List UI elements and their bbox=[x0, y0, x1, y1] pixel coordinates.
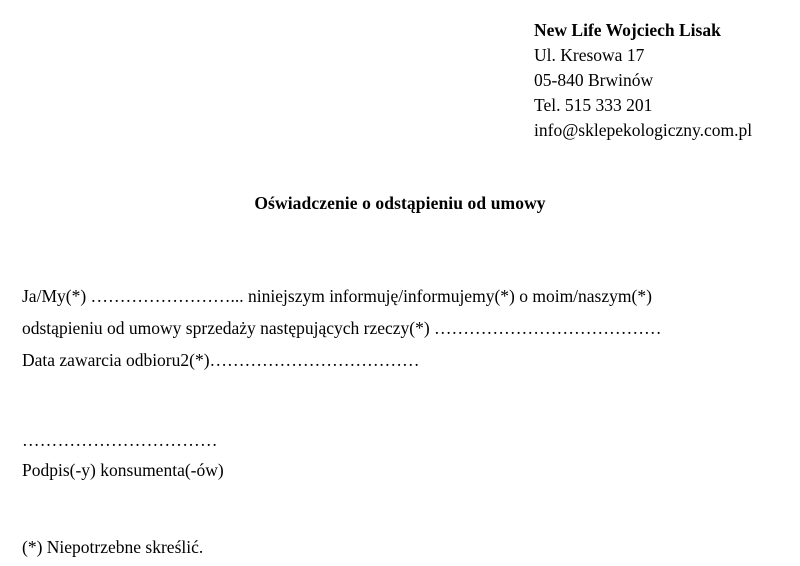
letterhead-block bbox=[534, 18, 790, 143]
body-line-3: Data zawarcia odbioru2(*)……………………………… bbox=[22, 350, 420, 370]
signature-block bbox=[22, 425, 522, 485]
company-email: info@sklepekologiczny.com.pl bbox=[534, 120, 753, 140]
signature-label: Podpis(-y) konsumenta(-ów) bbox=[22, 460, 224, 480]
document-body bbox=[22, 280, 762, 376]
body-line-2: odstąpieniu od umowy sprzedaży następujących rzeczy(*) ………………………………… bbox=[22, 318, 662, 338]
body-line-1: Ja/My(*) ……………………... niniejszym informuję/informujemy(*) o moim/naszym(*) bbox=[22, 286, 652, 306]
company-street: Ul. Kresowa 17 bbox=[534, 45, 645, 65]
footnote: (*) Niepotrzebne skreślić. bbox=[22, 537, 204, 557]
page-title: Oświadczenie o odstąpieniu od umowy bbox=[254, 193, 546, 213]
signature-line: …………………………… bbox=[22, 430, 218, 450]
company-city: 05-840 Brwinów bbox=[534, 70, 654, 90]
company-name: New Life Wojciech Lisak bbox=[534, 20, 721, 40]
company-phone: Tel. 515 333 201 bbox=[534, 95, 653, 115]
